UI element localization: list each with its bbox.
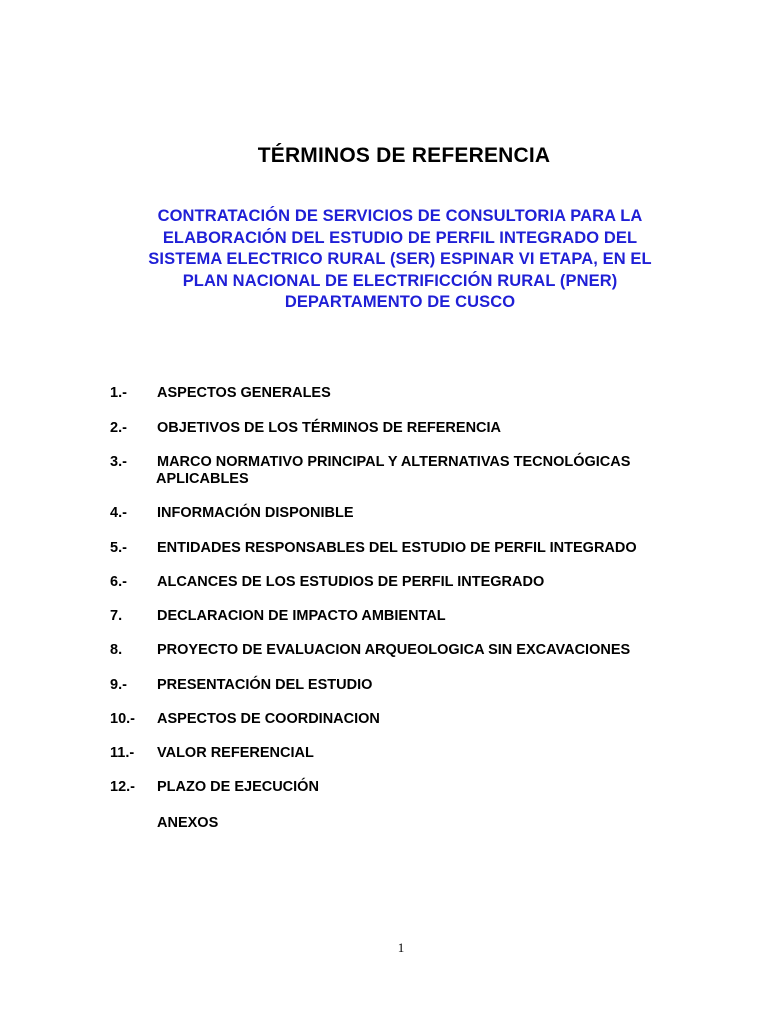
subtitle-line: DEPARTAMENTO DE CUSCO xyxy=(284,293,516,311)
toc-label: ASPECTOS GENERALES xyxy=(157,385,331,401)
document-title: TÉRMINOS DE REFERENCIA xyxy=(257,144,551,167)
toc-number: 5.- xyxy=(110,540,127,556)
toc-number: 10.- xyxy=(110,711,135,727)
subtitle-line: PLAN NACIONAL DE ELECTRIFICCIÓN RURAL (PNER) xyxy=(182,271,618,290)
toc-number: 6.- xyxy=(110,574,127,590)
toc-number: 7. xyxy=(110,608,123,624)
toc-label: ASPECTOS DE COORDINACION xyxy=(157,711,380,727)
toc-label: DECLARACION DE IMPACTO AMBIENTAL xyxy=(157,608,446,624)
toc-number: 1.- xyxy=(110,385,127,401)
toc-label: ANEXOS xyxy=(157,815,219,831)
toc-number: 12.- xyxy=(110,779,135,795)
subtitle-line: SISTEMA ELECTRICO RURAL (SER) ESPINAR VI ETAPA, EN EL xyxy=(148,250,652,268)
toc-number: 9.- xyxy=(110,677,127,693)
toc-label: PLAZO DE EJECUCIÓN xyxy=(157,779,319,795)
toc-number: 3.- xyxy=(110,454,127,470)
toc-number: 8. xyxy=(110,642,123,658)
subtitle-line: ELABORACIÓN DEL ESTUDIO DE PERFIL INTEGRADO DEL xyxy=(162,228,638,247)
toc-label: ENTIDADES RESPONSABLES DEL ESTUDIO DE PERFIL INTEGRADO xyxy=(157,540,637,556)
document-subtitle xyxy=(120,206,680,314)
toc-label: OBJETIVOS DE LOS TÉRMINOS DE REFERENCIA xyxy=(157,420,502,436)
toc-number: 4.- xyxy=(110,505,127,521)
toc-label-line: MARCO NORMATIVO PRINCIPAL Y ALTERNATIVAS TECNOLÓGICAS xyxy=(157,454,631,470)
toc-number: 2.- xyxy=(110,420,127,436)
toc-label: PROYECTO DE EVALUACION ARQUEOLOGICA SIN EXCAVACIONES xyxy=(157,642,631,658)
toc-label-continuation: APLICABLES xyxy=(156,471,249,487)
toc-number: 11.- xyxy=(110,745,135,761)
toc-label: PRESENTACIÓN DEL ESTUDIO xyxy=(157,677,373,693)
page-number: 1 xyxy=(397,940,405,955)
toc-label xyxy=(157,454,717,488)
subtitle-line: CONTRATACIÓN DE SERVICIOS DE CONSULTORIA PARA LA xyxy=(157,207,643,225)
toc-label: VALOR REFERENCIAL xyxy=(157,745,314,761)
toc-label: INFORMACIÓN DISPONIBLE xyxy=(157,505,354,521)
toc-label: ALCANCES DE LOS ESTUDIOS DE PERFIL INTEGRADO xyxy=(157,574,545,590)
